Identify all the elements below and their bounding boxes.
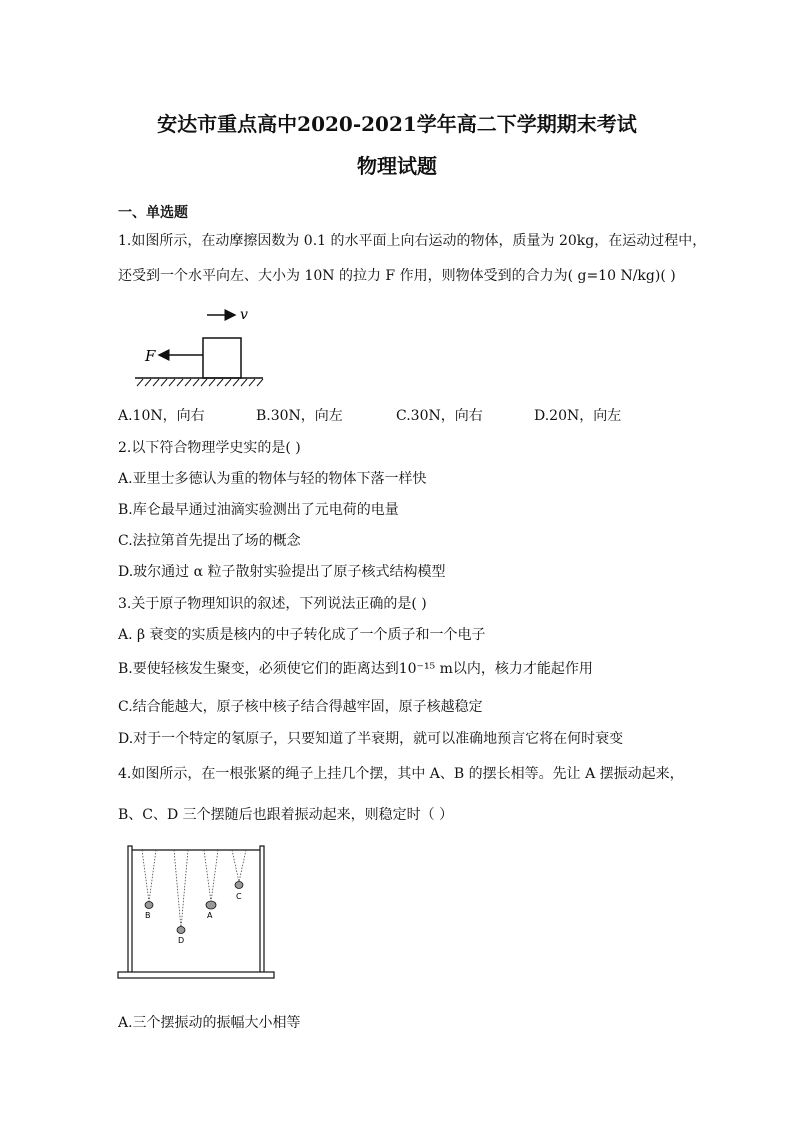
q2-option-c: C.法拉第首先提出了场的概念 bbox=[118, 533, 301, 549]
frame-base bbox=[118, 972, 274, 978]
q2-option-a: A.亚里士多德认为重的物体与轻的物体下落一样快 bbox=[118, 471, 427, 487]
q1-stem-line2: 还受到一个水平向左、大小为 10N 的拉力 F 作用，则物体受到的合力为( g=10 N/kg)( ) bbox=[118, 268, 676, 284]
q3-option-c: C.结合能越大，原子核中核子结合得越牢固，原子核越稳定 bbox=[118, 699, 483, 715]
page-subtitle: 物理试题 bbox=[357, 154, 437, 178]
q2-stem: 2.以下符合物理学史实的是( ) bbox=[118, 440, 301, 456]
q1-block-figure bbox=[135, 302, 265, 392]
page-title: 安达市重点高中2020-2021学年高二下学期期末考试 bbox=[157, 112, 637, 136]
pendulum-bob-b bbox=[145, 902, 153, 909]
q1-option-c: C.30N，向右 bbox=[396, 408, 483, 424]
block bbox=[203, 338, 241, 378]
pendulum-bob-d bbox=[177, 927, 185, 934]
force-label: F bbox=[145, 347, 156, 365]
ground-hatch bbox=[137, 379, 263, 386]
q4-option-a: A.三个摆振动的振幅大小相等 bbox=[118, 1015, 301, 1031]
pendulum-label-b: B bbox=[145, 911, 151, 920]
velocity-label: v bbox=[240, 307, 248, 323]
section-heading: 一、单选题 bbox=[118, 205, 188, 221]
pendulum-label-a: A bbox=[207, 911, 213, 920]
pendulum-bob-a bbox=[206, 901, 216, 909]
pendulum-label-d: D bbox=[178, 936, 185, 945]
q3-option-d: D.对于一个特定的氡原子，只要知道了半衰期，就可以准确地预言它将在何时衰变 bbox=[118, 731, 624, 747]
q1-option-a: A.10N，向右 bbox=[118, 408, 205, 424]
q2-option-d: D.玻尔通过 α 粒子散射实验提出了原子核式结构模型 bbox=[118, 564, 446, 580]
q1-stem-line1: 1.如图所示，在动摩擦因数为 0.1 的水平面上向右运动的物体，质量为 20kg，在运动过程中， bbox=[118, 233, 707, 249]
q1-option-b: B.30N，向左 bbox=[256, 408, 343, 424]
q1-option-d: D.20N，向左 bbox=[534, 408, 622, 424]
q4-pendulum-figure bbox=[116, 842, 276, 982]
q3-stem: 3.关于原子物理知识的叙述，下列说法正确的是( ) bbox=[118, 596, 427, 612]
q4-stem-line2: B、C、D 三个摆随后也跟着振动起来，则稳定时（ ） bbox=[118, 807, 454, 823]
pendulum-label-c: C bbox=[236, 892, 242, 901]
pendulum-bob-c bbox=[235, 882, 243, 889]
q4-stem-line1: 4.如图所示，在一根张紧的绳子上挂几个摆，其中 A、B 的摆长相等。先让 A 摆振动起来， bbox=[118, 766, 684, 782]
frame-right-post bbox=[260, 846, 264, 974]
q3-option-a: A. β 衰变的实质是核内的中子转化成了一个质子和一个电子 bbox=[118, 627, 486, 643]
q2-option-b: B.库仑最早通过油滴实验测出了元电荷的电量 bbox=[118, 502, 399, 518]
q3-option-b: B.要使轻核发生聚变，必须使它们的距离达到10⁻¹⁵ m以内，核力才能起作用 bbox=[118, 661, 593, 677]
frame-left-post bbox=[128, 846, 132, 974]
